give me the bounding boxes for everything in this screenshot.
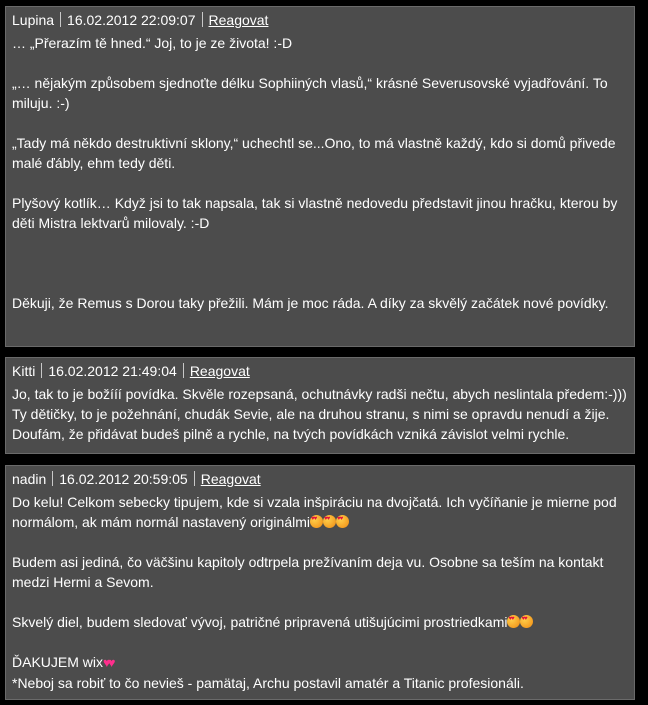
divider [202, 12, 203, 27]
comment-line [12, 632, 634, 652]
comment-line [12, 492, 634, 532]
divider [60, 12, 61, 27]
comment-line: „Tady má někdo destruktivní sklony,“ uchechtl se...Ono, to má vlastně každý, kdo si domů přivede malé ďábly, ehm tedy děti. [12, 135, 616, 171]
comment-line: Budem asi jediná, čo väčšinu kapitoly odtrpela prežívaním deja vu. Osobne sa teším na kontakt medzi Hermi a Sevom. [12, 554, 604, 590]
comment-line [12, 652, 634, 673]
heart-eyes-icon [507, 615, 520, 628]
comment-text: Do kelu! Celkom sebecky tipujem, kde si vzala inšpiráciu na dvojčatá. Ich vyčíňanie je mierne pod normálom, ak mám normál nastavený originálmi [12, 494, 617, 530]
comment-line: … „Přerazím tě hned.“ Joj, to je ze života! :-D [12, 35, 293, 51]
comment-text: Skvelý diel, budem sledovať vývoj, patričné pripravená utišujúcimi prostriedkami [12, 614, 508, 630]
comment [5, 357, 635, 454]
comment-body [12, 33, 634, 313]
comment-line: *Neboj sa robiť to čo nevieš - pamätaj, Archu postavil amatér a Titanic profesionáli. [12, 675, 524, 691]
comment-header [12, 471, 634, 488]
comment-line: Jo, tak to je božííí povídka. Skvěle rozepsaná, ochutnávky radši nečtu, abych neslintala předem:-))) Ty dětičky, to je požehnání, chudák Sevie, ale na druhou stranu, s nimi se opravdu nenudí a žije. Doufám, že přidávat budeš pilně a rychle, na tvých povídkách vzniká závislot velmi rychle. [12, 386, 627, 442]
comment-line: Plyšový kotlík… Když jsi to tak napsala, tak si vlastně nedovedu představit jinou hračku, kterou by děti Mistra lektvarů milovaly. :-D [12, 195, 618, 231]
comment-author: nadin [12, 471, 47, 487]
comment-header [12, 363, 634, 380]
divider [183, 363, 184, 378]
heart-eyes-icon [336, 515, 349, 528]
reply-link[interactable]: Reagovat [200, 471, 261, 487]
divider [41, 363, 42, 378]
divider [194, 471, 195, 486]
comment-text: ĎAKUJEM wix [12, 654, 104, 670]
comment-line: „… nějakým způsobem sjednoťte délku Sophiiných vlasů,“ krásné Severusovské vyjadřování. To miluju. :-) [12, 75, 608, 111]
comment-body [12, 492, 634, 693]
comment-line [12, 612, 634, 632]
comment-datetime: 16.02.2012 22:09:07 [67, 12, 196, 28]
heart-eyes-icon [520, 615, 533, 628]
comment-line [12, 592, 634, 612]
divider [52, 471, 53, 486]
comment-line [12, 532, 634, 552]
comment-line [12, 233, 634, 253]
reply-link[interactable]: Reagovat [189, 363, 250, 379]
comment-datetime: 16.02.2012 20:59:05 [59, 471, 188, 487]
comment-line: Děkuji, že Remus s Dorou taky přežili. Mám je moc ráda. A díky za skvělý začátek nové povídky. [12, 295, 609, 311]
pink-hearts-icon: ♥♥ [103, 655, 113, 670]
heart-eyes-icon [323, 515, 336, 528]
comment-author: Kitti [12, 363, 36, 379]
comment-header [12, 12, 634, 29]
comment [5, 465, 635, 700]
heart-eyes-icon [310, 515, 323, 528]
comment-line [12, 253, 634, 273]
comment-line [12, 113, 634, 133]
reply-link[interactable]: Reagovat [208, 12, 269, 28]
comment-line [12, 273, 634, 293]
comment [5, 6, 635, 347]
comment-line [12, 173, 634, 193]
comment-datetime: 16.02.2012 21:49:04 [48, 363, 177, 379]
comment-author: Lupina [12, 12, 55, 28]
comment-body [12, 384, 634, 444]
comment-line [12, 53, 634, 73]
